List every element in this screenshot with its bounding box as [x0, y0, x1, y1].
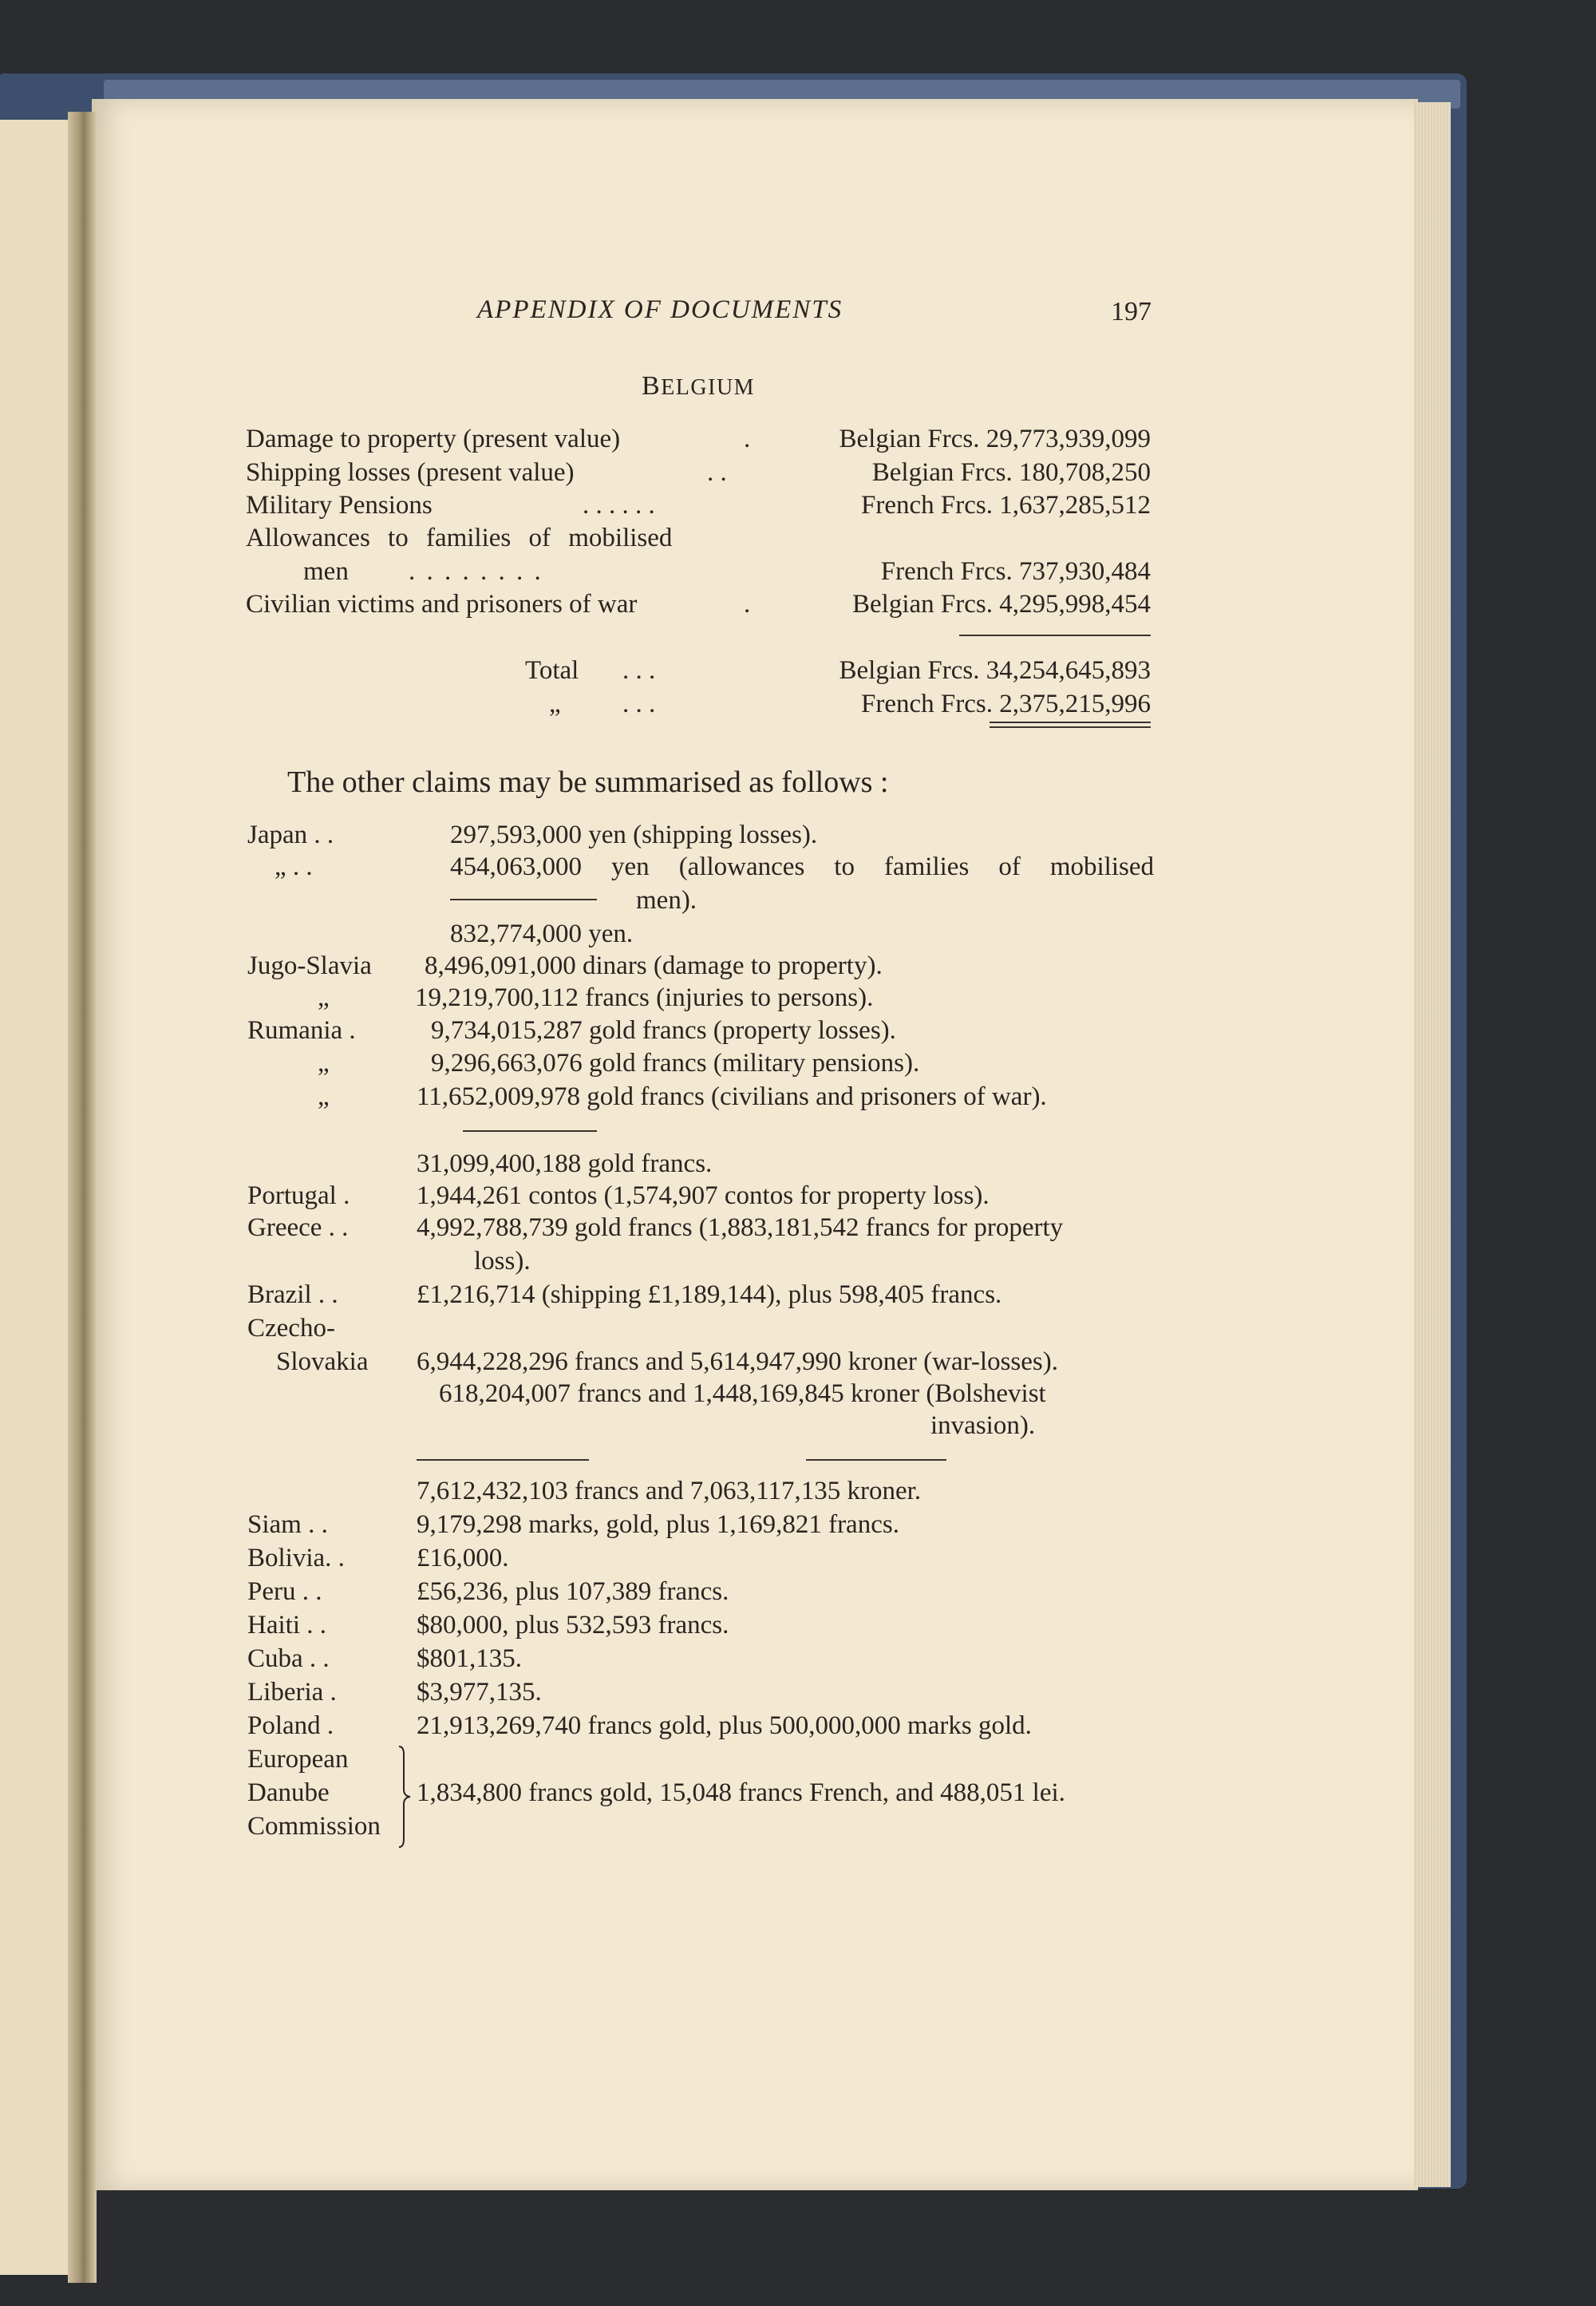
belgium-item-dots: .: [744, 590, 751, 619]
claim-text-continued: invasion).: [930, 1411, 1036, 1440]
country-label: Greece . .: [247, 1213, 349, 1242]
claim-text: 9,179,298 marks, gold, plus 1,169,821 francs.: [417, 1510, 899, 1539]
page-edges: [1414, 102, 1451, 2187]
country-label: Peru . .: [247, 1577, 322, 1606]
book-gutter: [68, 112, 97, 2283]
total-amount: Belgian Frcs. 34,254,645,893: [839, 656, 1151, 685]
claim-text: 4,992,788,739 gold francs (1,883,181,542 francs for property: [417, 1213, 1064, 1242]
claim-text: 618,204,007 francs and 1,448,169,845 kroner (Bolshevist: [439, 1379, 1046, 1408]
country-label: Danube: [247, 1778, 330, 1807]
claim-text-continued: loss).: [474, 1247, 531, 1276]
belgium-item-label: men: [303, 557, 349, 586]
double-rule-bottom: [990, 726, 1151, 728]
claim-text: $80,000, plus 532,593 francs.: [417, 1611, 729, 1640]
country-label: Liberia .: [247, 1678, 337, 1707]
country-label: Commission: [247, 1812, 381, 1841]
country-label: Slovakia: [276, 1347, 369, 1376]
belgium-item-label: Civilian victims and prisoners of war: [246, 590, 638, 619]
section-title-rest: ELGIUM: [661, 375, 756, 400]
double-rule-top: [990, 722, 1151, 723]
claim-text: £16,000.: [417, 1544, 509, 1572]
claim-total: 31,099,400,188 gold francs.: [417, 1149, 713, 1178]
claim-text: 21,913,269,740 francs gold, plus 500,000,000 marks gold.: [417, 1711, 1032, 1740]
belgium-item-label: Military Pensions: [246, 491, 433, 520]
belgium-item-label: Shipping losses (present value): [246, 458, 575, 487]
belgium-item-amount: Belgian Frcs. 180,708,250: [871, 458, 1151, 487]
total-dots: . . .: [622, 656, 656, 685]
sum-rule: [450, 899, 597, 900]
sum-rule: [806, 1459, 946, 1461]
country-ditto: „: [318, 1082, 330, 1111]
belgium-item-amount: Belgian Frcs. 4,295,998,454: [852, 590, 1151, 619]
total-dots: . . .: [622, 690, 656, 718]
belgium-item-amount: French Frcs. 737,930,484: [880, 557, 1151, 586]
claim-text: 8,496,091,000 dinars (damage to property).: [425, 951, 883, 980]
belgium-item-dots: .: [744, 425, 751, 453]
belgium-item-label: Allowances to families of mobilised: [246, 524, 673, 552]
claim-text: $3,977,135.: [417, 1678, 542, 1707]
country-label: European: [247, 1745, 349, 1774]
right-page: [92, 99, 1418, 2190]
country-ditto: „: [318, 983, 330, 1012]
total-label: Total: [525, 656, 579, 685]
claim-text: 9,734,015,287 gold francs (property losses).: [431, 1016, 896, 1045]
country-label: Czecho-: [247, 1314, 335, 1343]
country-label: Jugo-Slavia: [247, 951, 372, 980]
claim-text: £1,216,714 (shipping £1,189,144), plus 598,405 francs.: [417, 1280, 1002, 1309]
sum-rule: [463, 1130, 597, 1132]
country-label: Haiti . .: [247, 1611, 326, 1640]
belgium-item-label: Damage to property (present value): [246, 425, 621, 453]
belgium-item-amount: Belgian Frcs. 29,773,939,099: [839, 425, 1151, 453]
claim-total: 7,612,432,103 francs and 7,063,117,135 kroner.: [417, 1477, 922, 1505]
country-label: Cuba . .: [247, 1644, 330, 1673]
belgium-item-dots: . .: [707, 458, 727, 487]
claim-text: 9,296,663,076 gold francs (military pensions).: [431, 1049, 920, 1078]
belgium-item-dots: . . . . . .: [583, 491, 655, 520]
claim-text: $801,135.: [417, 1644, 522, 1673]
country-ditto: „: [318, 1049, 330, 1078]
country-label: Poland .: [247, 1711, 334, 1740]
page-number: 197: [1111, 297, 1152, 326]
intro-sentence: The other claims may be summarised as follows :: [287, 765, 889, 799]
claim-text: 6,944,228,296 francs and 5,614,947,990 kroner (war-losses).: [417, 1347, 1059, 1376]
claim-text: £56,236, plus 107,389 francs.: [417, 1577, 729, 1606]
running-header: APPENDIX OF DOCUMENTS: [477, 295, 843, 324]
sum-rule: [959, 635, 1151, 636]
belgium-item-dots: . . . . . . . .: [409, 557, 543, 586]
claim-text: 1,944,261 contos (1,574,907 contos for property loss).: [417, 1181, 990, 1210]
country-ditto: „ . .: [275, 852, 313, 881]
country-label: Japan . .: [247, 821, 334, 849]
claim-text: 11,652,009,978 gold francs (civilians and prisoners of war).: [417, 1082, 1047, 1111]
right-brace: [397, 1745, 413, 1849]
claim-text: 1,834,800 francs gold, 15,048 francs French, and 488,051 lei.: [417, 1778, 1065, 1807]
claim-text: 297,593,000 yen (shipping losses).: [450, 821, 818, 849]
claim-text-continued: men).: [636, 886, 697, 915]
country-label: Rumania .: [247, 1016, 356, 1045]
section-title: [642, 371, 755, 401]
country-label: Portugal .: [247, 1181, 350, 1210]
country-label: Siam . .: [247, 1510, 328, 1539]
sum-rule: [417, 1459, 589, 1461]
country-label: Bolivia. .: [247, 1544, 345, 1572]
belgium-item-amount: French Frcs. 1,637,285,512: [861, 491, 1151, 520]
claim-text: 19,219,700,112 francs (injuries to persons).: [415, 983, 874, 1012]
claim-total: 832,774,000 yen.: [450, 920, 634, 948]
total-amount: French Frcs. 2,375,215,996: [861, 690, 1151, 718]
section-title-initial: B: [642, 371, 662, 401]
claim-text: 454,063,000 yen (allowances to families of mobilised: [450, 852, 1154, 881]
total-ditto: „: [549, 690, 561, 718]
country-label: Brazil . .: [247, 1280, 338, 1309]
